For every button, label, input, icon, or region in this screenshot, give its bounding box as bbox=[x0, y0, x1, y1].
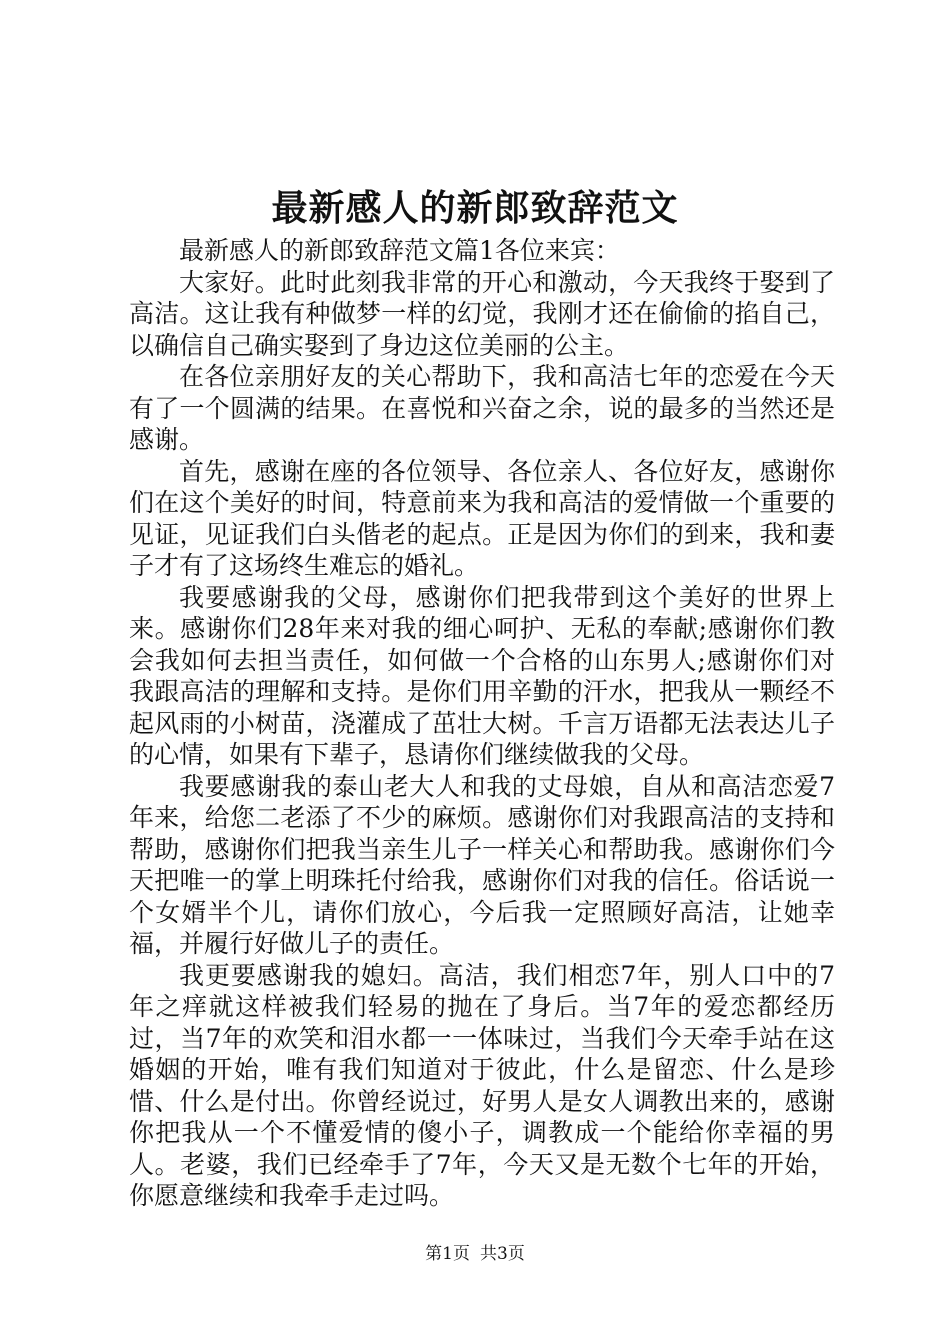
paragraph-thanks-in-laws: 我要感谢我的泰山老大人和我的丈母娘，自从和高洁恋爱7年来，给您二老添了不少的麻烦。感谢你们对我跟高洁的支持和帮助，感谢你们把我当亲生儿子一样关心和帮助我。感谢你们今天把唯一的掌上明珠托付给我，感谢你们对我的信任。俗话说一个女婿半个儿，请你们放心，今后我一定照顾好高洁，让她幸福，并履行好做儿子的责任。 bbox=[129, 771, 835, 958]
paragraph-thanks-guests: 首先，感谢在座的各位领导、各位亲人、各位好友，感谢你们在这个美好的时间，特意前来为我和高洁的爱情做一个重要的见证，见证我们白头偕老的起点。正是因为你们的到来，我和妻子才有了这场终生难忘的婚礼。 bbox=[129, 456, 835, 580]
page-total: 共3页 bbox=[480, 1244, 525, 1264]
paragraph-greeting: 大家好。此时此刻我非常的开心和激动，今天我终于娶到了高洁。这让我有种做梦一样的幻觉，我刚才还在偷偷的掐自己，以确信自己确实娶到了身边这位美丽的公主。 bbox=[129, 267, 835, 360]
document-body bbox=[129, 235, 835, 1212]
paragraph-intro: 最新感人的新郎致辞范文篇1各位来宾： bbox=[179, 236, 620, 265]
paragraph-relationship: 在各位亲朋好友的关心帮助下，我和高洁七年的恋爱在今天有了一个圆满的结果。在喜悦和兴奋之余，说的最多的当然还是感谢。 bbox=[129, 362, 835, 454]
page-number: 第1页 bbox=[425, 1244, 470, 1264]
page-footer bbox=[0, 1243, 950, 1265]
paragraph-thanks-parents: 我要感谢我的父母，感谢你们把我带到这个美好的世界上来。感谢你们28年来对我的细心呵护、无私的奉献;感谢你们教会我如何去担当责任，如何做一个合格的山东男人;感谢你们对我跟高洁的理解和支持。是你们用辛勤的汗水，把我从一颗经不起风雨的小树苗，浇灌成了茁壮大树。千言万语都无法表达儿子的心情，如果有下辈子，恳请你们继续做我的父母。 bbox=[129, 582, 835, 769]
document-title: 最新感人的新郎致辞范文 bbox=[271, 187, 679, 229]
paragraph-thanks-wife: 我更要感谢我的媳妇。高洁，我们相恋7年，别人口中的7年之痒就这样被我们轻易的抛在了身后。当7年的爱恋都经历过，当7年的欢笑和泪水都一一体味过，当我们今天牵手站在这婚姻的开始，唯有我们知道对于彼此，什么是留恋、什么是珍惜、什么是付出。你曾经说过，好男人是女人调教出来的，感谢你把我从一个不懂爱情的傻小子，调教成一个能给你幸福的男人。老婆，我们已经牵手了7年，今天又是无数个七年的开始，你愿意继续和我牵手走过吗。 bbox=[129, 960, 835, 1210]
